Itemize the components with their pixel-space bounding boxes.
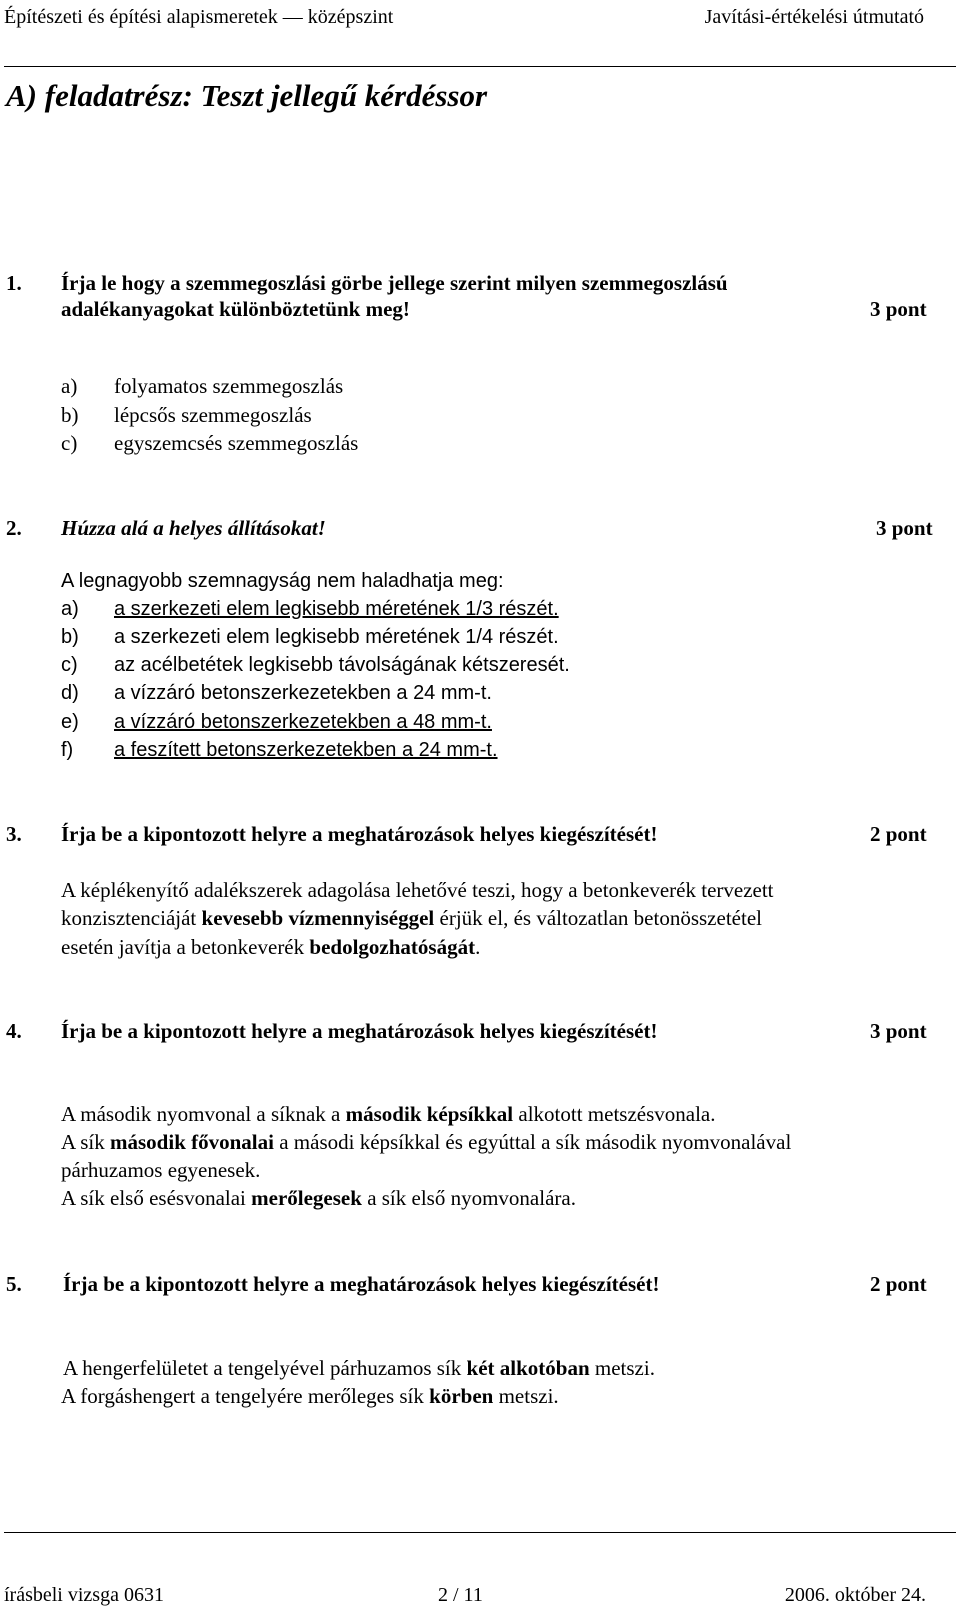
q2-number: 2. (6, 516, 22, 540)
footer-rule (4, 1532, 956, 1533)
q3-line3: esetén javítja a betonkeverék bedolgozhatóságát. (61, 935, 481, 959)
footer-date: 2006. október 24. (784, 1584, 926, 1606)
q2-item-f-letter: f) (61, 739, 74, 761)
header-right: Javítási-értékelési útmutató (704, 6, 924, 28)
q2-intro: A legnagyobb szemnagyság nem haladhatja meg: (61, 570, 504, 592)
q1-item-c-text: egyszemcsés szemmegoszlás (114, 431, 359, 455)
q3-number: 3. (6, 822, 22, 846)
section-title: A) feladatrész: Teszt jellegű kérdéssor (6, 78, 488, 113)
page-number: 2 / 11 (438, 1584, 483, 1606)
q4-prompt: Írja be a kipontozott helyre a meghatározások helyes kiegészítését! (61, 1019, 658, 1043)
q2-item-b-text: a szerkezeti elem legkisebb méretének 1/4 részét. (114, 626, 559, 648)
q3-points: 2 pont (870, 822, 927, 846)
q3-answer-2: bedolgozhatóságát (309, 935, 476, 959)
q4-line3: párhuzamos egyenesek. (61, 1158, 261, 1182)
q5-number: 5. (6, 1272, 22, 1296)
q2-item-c-text: az acélbetétek legkisebb távolságának kétszeresét. (114, 654, 570, 676)
q2-prompt: Húzza alá a helyes állításokat! (61, 516, 326, 540)
q2-item-e-letter: e) (61, 711, 79, 733)
q2-item-f-text: a feszített betonszerkezetekben a 24 mm-t. (114, 739, 498, 761)
q1-item-a-letter: a) (61, 374, 78, 398)
q2-item-c-letter: c) (61, 654, 78, 676)
q1-line2: adalékanyagokat különböztetünk meg! (61, 297, 410, 321)
q4-line4: A sík első esésvonalai merőlegesek a sík első nyomvonalára. (61, 1186, 576, 1210)
q4-number: 4. (6, 1019, 22, 1043)
q2-item-d-text: a vízzáró betonszerkezetekben a 24 mm-t. (114, 682, 492, 704)
q2-points: 3 pont (876, 516, 933, 540)
q2-item-b-letter: b) (61, 626, 79, 648)
q1-item-a-text: folyamatos szemmegoszlás (114, 374, 344, 398)
q4-answer-1: második képsíkkal (345, 1102, 514, 1126)
q5-line2: A forgáshengert a tengelyére merőleges sík körben metszi. (61, 1384, 559, 1408)
q1-item-c-letter: c) (61, 431, 78, 455)
q5-prompt: Írja be a kipontozott helyre a meghatározások helyes kiegészítését! (63, 1272, 660, 1296)
q3-line1: A képlékenyítő adalékszerek adagolása lehetővé teszi, hogy a betonkeverék tervezett (61, 878, 774, 902)
q5-line1: A hengerfelületet a tengelyével párhuzamos sík két alkotóban metszi. (63, 1356, 655, 1380)
q4-answer-2: második fővonalai (110, 1130, 274, 1154)
q1-line1: Írja le hogy a szemmegoszlási görbe jellege szerint milyen szemmegoszlású (61, 271, 728, 295)
footer-left: írásbeli vizsga 0631 (4, 1584, 164, 1606)
q4-line1: A második nyomvonal a síknak a második képsíkkal alkotott metszésvonala. (61, 1102, 716, 1126)
q3-answer-1: kevesebb vízmennyiséggel (201, 906, 435, 930)
q5-points: 2 pont (870, 1272, 927, 1296)
q3-line2: konzisztenciáját kevesebb vízmennyiséggel érjük el, és változatlan betonösszetétel (61, 906, 762, 930)
q1-number: 1. (6, 271, 22, 295)
q4-line2: A sík második fővonalai a másodi képsíkkal és egyúttal a sík második nyomvonalával (61, 1130, 792, 1154)
q2-item-e-text: a vízzáró betonszerkezetekben a 48 mm-t. (114, 711, 492, 733)
q1-item-b-text: lépcsős szemmegoszlás (114, 403, 312, 427)
q2-item-a-letter: a) (61, 598, 79, 620)
q2-item-a-text: a szerkezeti elem legkisebb méretének 1/3 részét. (114, 598, 559, 620)
q1-points: 3 pont (870, 297, 927, 321)
header-rule (4, 66, 956, 67)
q4-answer-3: merőlegesek (251, 1186, 362, 1210)
q2-item-d-letter: d) (61, 682, 79, 704)
q5-answer-2: körben (429, 1384, 494, 1408)
q4-points: 3 pont (870, 1019, 927, 1043)
q3-prompt: Írja be a kipontozott helyre a meghatározások helyes kiegészítését! (61, 822, 658, 846)
header-left: Építészeti és építési alapismeretek — középszint (4, 6, 394, 28)
q5-answer-1: két alkotóban (466, 1356, 590, 1380)
q1-item-b-letter: b) (61, 403, 79, 427)
